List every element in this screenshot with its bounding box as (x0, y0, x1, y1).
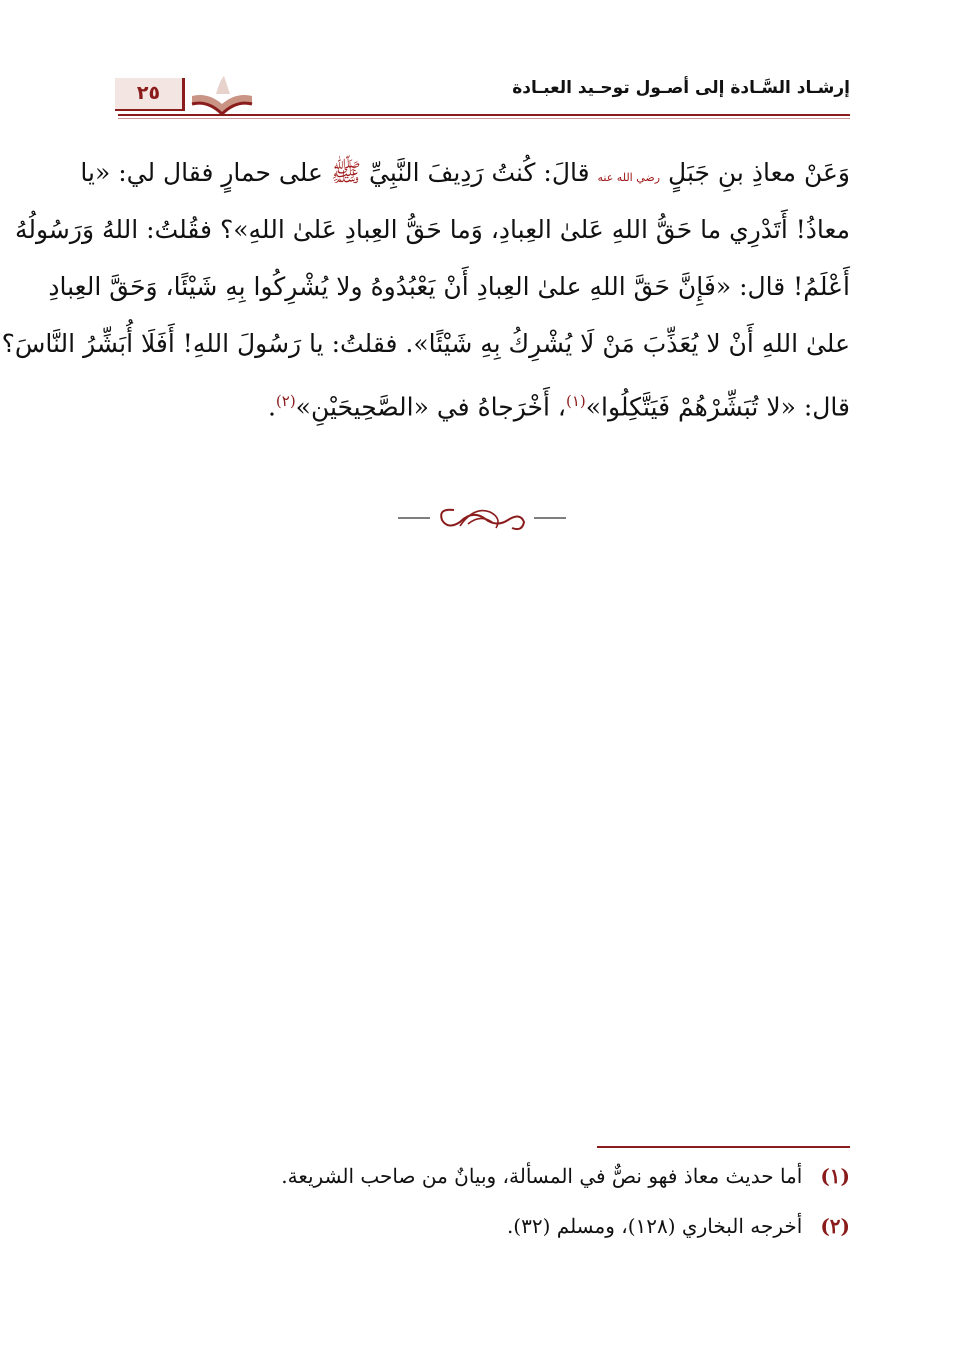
footnote-number: (١) (820, 1164, 850, 1188)
running-header-title: إرشـاد السَّـادة إلى أصـول توحـيد العبـادة (512, 78, 850, 98)
text-line (113, 378, 850, 435)
text-line: أَعْلَمُ! قال: «فَإِنَّ حَقَّ اللهِ علىٰ العِبادِ أَنْ يَعْبُدُوهُ ولا يُشْرِكُوا بِهِ شَيْئًا، وَحَقَّ العِبادِ (48, 272, 850, 301)
footnote-text: أخرجه البخاري (١٢٨)، ومسلم (٣٢). (506, 1214, 803, 1238)
text-segment: قال: «لا تُبَشِّرْهُمْ فَيَتَّكِلُوا» (585, 392, 850, 422)
header-rule (118, 114, 850, 116)
footnote-1 (281, 1164, 850, 1188)
text-segment: وَعَنْ معاذِ بنِ جَبَلٍ (668, 158, 850, 187)
honorific-radiallahu: رضي الله عنه (597, 171, 661, 184)
footnote-text: أما حديث معاذ فهو نصٌّ في المسألة، وبيانٌ من صاحب الشريعة. (281, 1164, 803, 1188)
text-segment: ، أَخْرَجاهُ في «الصَّحِيحَيْنِ» (295, 392, 566, 422)
text-line: معاذُ! أَتَدْرِي ما حَقُّ اللهِ عَلىٰ العِبادِ، وَما حَقُّ العِبادِ عَلىٰ اللهِ»؟ فقُلتُ: اللهُ وَرَسُولُهُ (15, 215, 850, 244)
footnote-2 (507, 1214, 850, 1238)
footnote-separator (597, 1146, 850, 1148)
main-text (1, 150, 850, 435)
text-segment: قالَ: كُنتُ رَدِيفَ النَّبِيِّ (369, 158, 590, 187)
honorific-salla: ﷺ (330, 158, 362, 187)
page-number: ٢٥ (115, 78, 185, 111)
footnote-ref-2[interactable]: (٢) (275, 392, 296, 410)
header-rule-thin (118, 118, 850, 119)
text-segment: على حمارٍ فقال لي: «يا (80, 158, 323, 187)
footnote-number: (٢) (820, 1214, 850, 1238)
text-segment: . (267, 392, 276, 422)
footnote-ref-1[interactable]: (١) (565, 392, 586, 410)
text-line: علىٰ اللهِ أَنْ لا يُعَذِّبَ مَنْ لَا يُشْرِكُ بِهِ شَيْئًا». فقلتُ: يا رَسُولَ اللهِ! أَفَلَا أُبَشِّرُ النَّاسَ؟ (1, 329, 850, 358)
ornament-divider (398, 500, 566, 536)
text-line (80, 150, 850, 207)
open-book-icon (190, 74, 254, 116)
